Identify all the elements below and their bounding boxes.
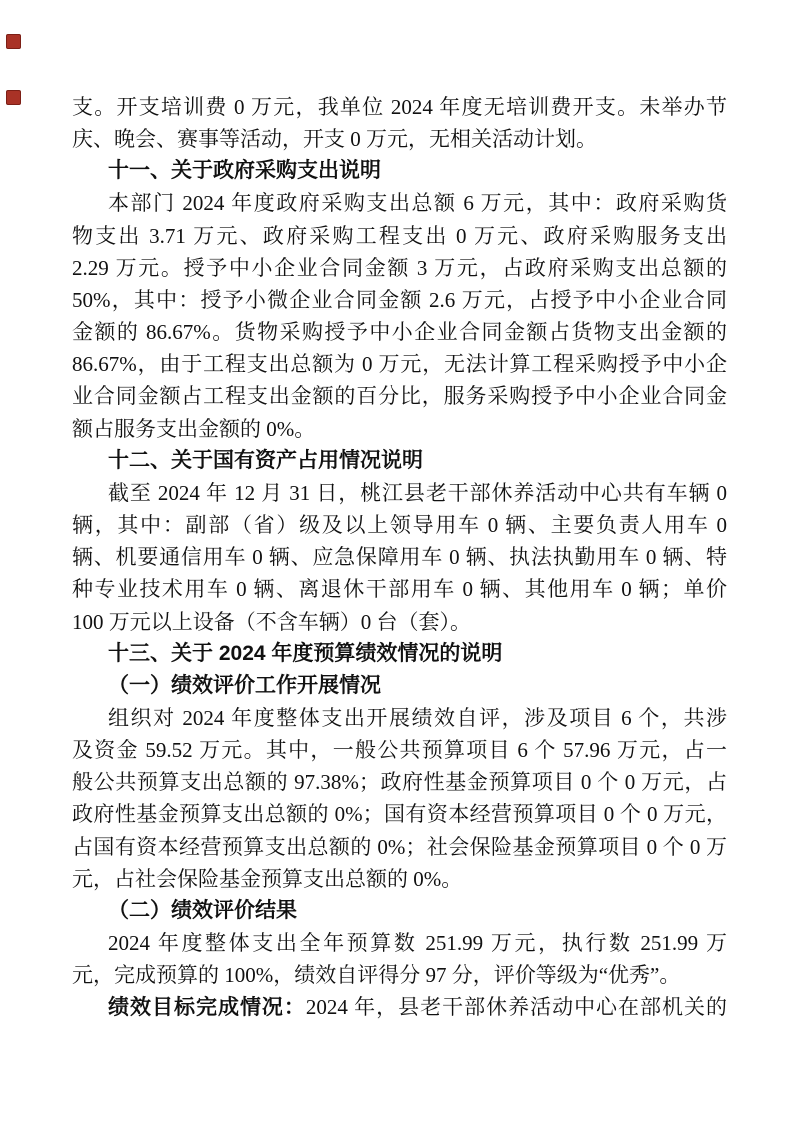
body-line: 辆、机要通信用车 0 辆、应急保障用车 0 辆、执法执勤用车 0 辆、特 (72, 545, 727, 570)
body-line: 额占服务支出金额的 0%。 (72, 416, 316, 441)
body-line: 组织对 2024 年度整体支出开展绩效自评，涉及项目 6 个，共涉 (108, 705, 727, 730)
body-line: 50%，其中：授予小微企业合同金额 2.6 万元，占授予中小企业合同 (72, 287, 727, 312)
red-annotation-mark (6, 90, 21, 105)
body-line: 政府性基金预算支出总额的 0%；国有资本经营预算项目 0 个 0 万元， (72, 802, 727, 827)
body-line: 86.67%，由于工程支出总额为 0 万元，无法计算工程采购授予中小企 (72, 352, 727, 377)
body-line: 100 万元以上设备（不含车辆）0 台（套）。 (72, 609, 471, 634)
inline-bold-label: 绩效目标完成情况： (108, 996, 306, 1020)
body-line: 占国有资本经营预算支出总额的 0%；社会保险基金预算项目 0 个 0 万 (72, 834, 727, 859)
body-line: 支。开支培训费 0 万元，我单位 2024 年度无培训费开支。未举办节 (72, 95, 727, 119)
body-line: 2.29 万元。授予中小企业合同金额 3 万元，占政府采购支出总额的 (72, 255, 727, 280)
body-line: 2024 年度整体支出全年预算数 251.99 万元，执行数 251.99 万 (108, 931, 727, 956)
section-heading-12: 十二、关于国有资产占用情况说明 (108, 448, 423, 472)
body-line: 本部门 2024 年度政府采购支出总额 6 万元，其中：政府采购货 (108, 191, 727, 216)
body-line: 金额的 86.67%。货物采购授予中小企业合同金额占货物支出金额的 (72, 320, 727, 345)
red-annotation-mark (6, 34, 21, 49)
body-line: 截至 2024 年 12 月 31 日，桃江县老干部休养活动中心共有车辆 0 (108, 480, 727, 505)
body-line: 物支出 3.71 万元、政府采购工程支出 0 万元、政府采购服务支出 (72, 223, 727, 248)
section-heading-13: 十三、关于 2024 年度预算绩效情况的说明 (108, 641, 503, 665)
body-text: 2024 年，县老干部休养活动中心在部机关的 (305, 995, 728, 1020)
body-line: 元，占社会保险基金预算支出总额的 0%。 (72, 866, 463, 891)
section-heading-11: 十一、关于政府采购支出说明 (108, 159, 381, 183)
body-line: 辆，其中：副部（省）级及以上领导用车 0 辆、主要负责人用车 0 (72, 513, 727, 538)
body-line: 般公共预算支出总额的 97.38%；政府性基金预算项目 0 个 0 万元，占 (72, 770, 727, 795)
document-body (72, 91, 727, 1025)
subsection-heading-2: （二）绩效评价结果 (108, 898, 297, 922)
body-line: 及资金 59.52 万元。其中，一般公共预算项目 6 个 57.96 万元，占一 (72, 738, 727, 763)
body-line: 元，完成预算的 100%，绩效自评得分 97 分，评价等级为“优秀”。 (72, 963, 681, 988)
body-line (72, 991, 727, 1024)
body-line: 庆、晚会、赛事等活动，开支 0 万元，无相关活动计划。 (72, 127, 597, 152)
body-line: 种专业技术用车 0 辆、离退休干部用车 0 辆、其他用车 0 辆；单价 (72, 577, 727, 602)
body-line: 业合同金额占工程支出金额的百分比，服务采购授予中小企业合同金 (72, 384, 727, 409)
subsection-heading-1: （一）绩效评价工作开展情况 (108, 673, 381, 697)
